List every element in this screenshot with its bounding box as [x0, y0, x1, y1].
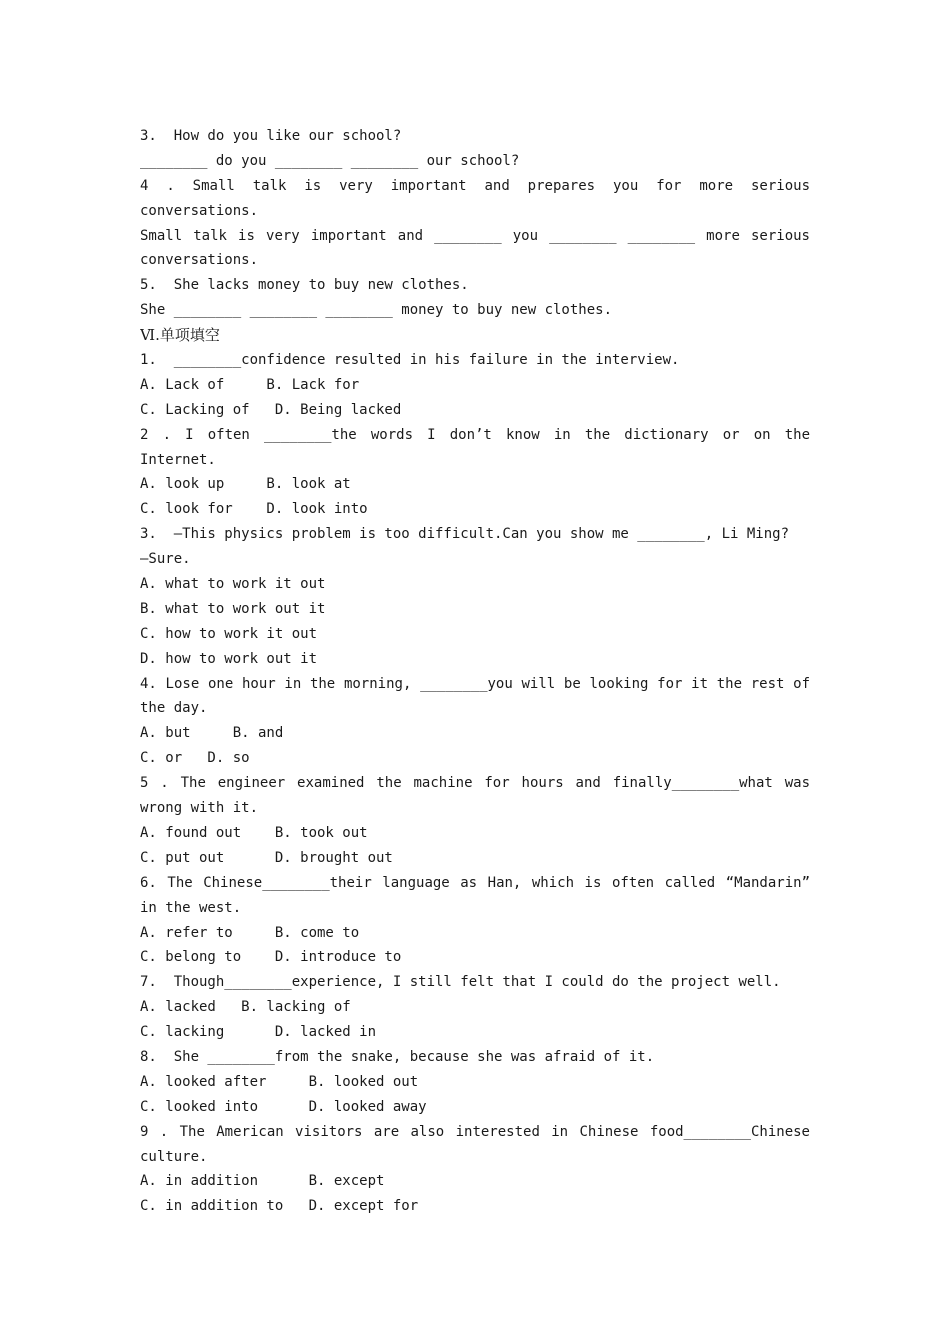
text-line: 4. Lose one hour in the morning, ________you will be looking for it the rest of: [140, 675, 810, 692]
text-line: A. look up B. look at: [140, 476, 351, 493]
text-line: 4 . Small talk is very important and prepares you for more serious: [140, 177, 810, 194]
text-line: 2 . I often ________the words I don’t know in the dictionary or on the: [140, 426, 810, 443]
text-line: A. looked after B. looked out: [140, 1073, 419, 1090]
text-line: She ________ ________ ________ money to buy new clothes.: [140, 302, 613, 319]
text-line: C. lacking D. lacked in: [140, 1024, 377, 1041]
text-line: Small talk is very important and ________ you ________ ________ more serious: [140, 227, 810, 244]
text-line: conversations.: [140, 252, 259, 269]
text-line: 5. She lacks money to buy new clothes.: [140, 277, 469, 294]
text-line: C. how to work it out: [140, 625, 318, 642]
text-line: in the west.: [140, 899, 242, 916]
text-line: B. what to work out it: [140, 600, 326, 617]
text-line: C. Lacking of D. Being lacked: [140, 401, 402, 418]
text-line: A. lacked B. lacking of: [140, 999, 351, 1016]
text-line: A. but B. and: [140, 725, 284, 742]
text-line: 3. How do you like our school?: [140, 128, 402, 144]
text-line: ________ do you ________ ________ our school?: [140, 152, 520, 169]
text-line: C. put out D. brought out: [140, 849, 393, 866]
section-heading: Ⅵ.单项填空: [140, 326, 220, 345]
text-line: 6. The Chinese________their language as Han, which is often called “Mandarin”: [140, 874, 810, 891]
text-line: the day.: [140, 700, 208, 717]
text-line: 5 . The engineer examined the machine for hours and finally________what was: [140, 775, 810, 792]
text-line: C. in addition to D. except for: [140, 1198, 419, 1215]
text-line: 8. She ________from the snake, because she was afraid of it.: [140, 1048, 655, 1065]
text-line: A. what to work it out: [140, 576, 326, 593]
text-line: C. belong to D. introduce to: [140, 949, 402, 966]
text-line: 3. —This physics problem is too difficult.Can you show me ________, Li Ming?: [140, 526, 790, 543]
text-line: 7. Though________experience, I still felt that I could do the project well.: [140, 974, 781, 991]
text-line: conversations.: [140, 202, 259, 219]
text-line: 1. ________confidence resulted in his failure in the interview.: [140, 352, 680, 369]
text-line: A. refer to B. come to: [140, 924, 360, 941]
text-line: C. look for D. look into: [140, 501, 368, 518]
text-line: C. looked into D. looked away: [140, 1098, 427, 1115]
text-line: —Sure.: [140, 551, 191, 568]
text-line: A. found out B. took out: [140, 824, 368, 841]
text-line: D. how to work out it: [140, 650, 318, 667]
text-line: culture.: [140, 1148, 208, 1165]
document-page: [140, 124, 810, 1219]
text-line: Internet.: [140, 451, 216, 468]
text-line: A. in addition B. except: [140, 1173, 385, 1190]
text-line: 9 . The American visitors are also interested in Chinese food________Chinese: [140, 1123, 810, 1140]
text-line: wrong with it.: [140, 800, 259, 817]
text-line: A. Lack of B. Lack for: [140, 376, 360, 393]
text-line: C. or D. so: [140, 750, 250, 767]
